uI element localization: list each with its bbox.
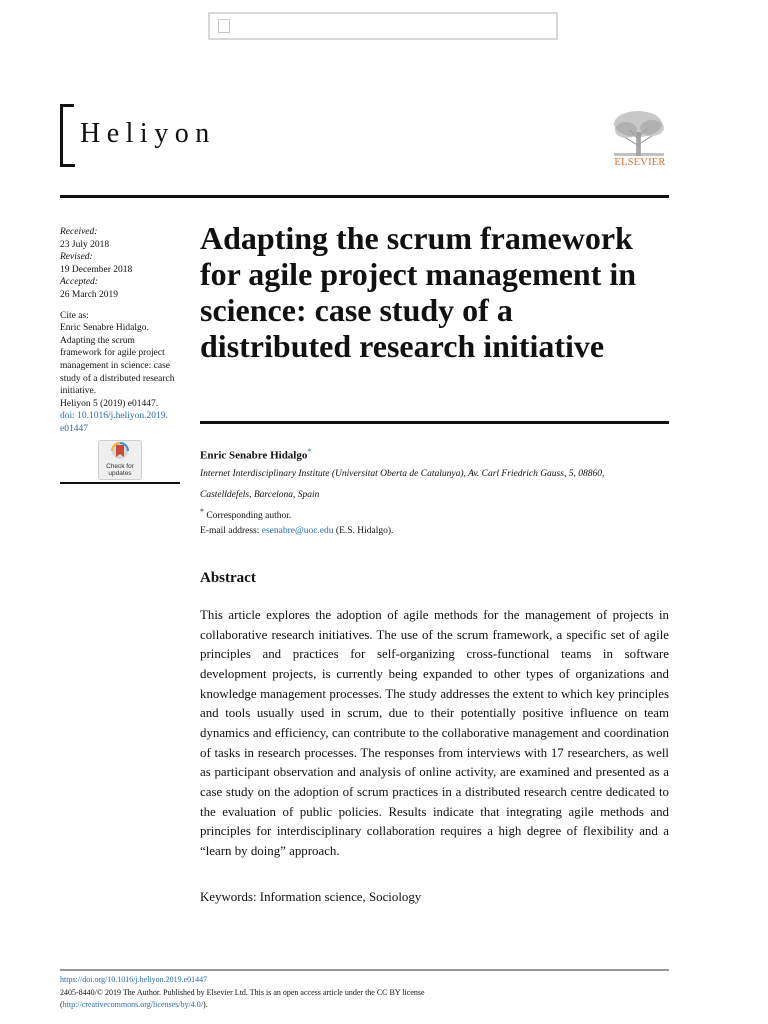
- email-label: E-mail address:: [200, 526, 260, 536]
- keywords: Keywords: Information science, Sociology: [200, 890, 422, 904]
- badge-text-line2: updates: [108, 470, 132, 477]
- email-line: [200, 526, 393, 536]
- bookmark-icon: [99, 441, 141, 463]
- cite-line: study of a distributed research: [60, 373, 175, 384]
- search-box[interactable]: [208, 12, 558, 40]
- title-rule: [200, 421, 669, 424]
- doi-link-line1[interactable]: doi: 10.1016/j.heliyon.2019.: [60, 411, 168, 422]
- corresponding-text: Corresponding author.: [206, 511, 292, 522]
- license-open: (: [60, 1000, 63, 1009]
- cite-line: Heliyon 5 (2019) e01447.: [60, 398, 159, 409]
- accepted-date: 26 March 2019: [60, 289, 119, 300]
- journal-bracket: [60, 106, 75, 167]
- affiliation-line1: Internet Interdisciplinary Institute (Universitat Oberta de Catalunya), Av. Carl Friedrich Gauss, 5, 08860,: [200, 469, 605, 479]
- abstract-text: This article explores the adoption of agile methods for the management of projects in collaborative research initiatives. The use of the scrum framework, a specific set of agile principles and practices for self-organizing cross-functional teams in software development projects, is currently being expanded to other types of organizations and knowledge management processes. The study addresses the extent to which key principles and tools usually used in scrum, due to their potentially positive influence on team dynamics and efficiency, can contribute to the collaborative management and coordination of tasks in research processes. The responses from interviews with 17 researchers, as well as participant observation and analysis of online activity, are examined and presented as a case study on the adoption of scrum practices in a distributed research centre dedicated to the evaluation of public policies. Results indicate that integrating agile methods and principles for interdisciplinary collaboration requires a high degree of flexibility and a “learn by doing” approach.: [200, 608, 669, 858]
- received-date: 23 July 2018: [60, 239, 110, 250]
- affiliation-line2: Castelldefels, Barcelona, Spain: [200, 490, 320, 500]
- abstract-heading: Abstract: [200, 570, 256, 586]
- affiliation: [200, 464, 670, 506]
- doi-link-line2[interactable]: e01447: [60, 423, 88, 434]
- badge-text-line1: Check for: [106, 463, 134, 470]
- footer: [60, 974, 669, 1012]
- check-for-updates-box: [60, 438, 180, 484]
- doi-link[interactable]: [60, 410, 180, 435]
- author-name: Enric Senabre Hidalgo: [200, 449, 308, 462]
- citation-block: [60, 310, 180, 436]
- article-title: Adapting the scrum framework for agile project management in science: case study of a distributed research initiative: [200, 220, 637, 364]
- search-field-icon: [218, 19, 230, 33]
- cite-line: framework for agile project: [60, 348, 165, 359]
- badge-text: [99, 463, 141, 477]
- publisher-name: ELSEVIER: [614, 157, 666, 168]
- author-line: [200, 447, 311, 462]
- email-link[interactable]: esenabre@uoc.edu: [261, 526, 334, 536]
- license-url-line: [60, 999, 669, 1012]
- corresponding-mark: *: [200, 507, 204, 516]
- cite-line: management in science: case: [60, 360, 170, 371]
- email-suffix: (E.S. Hidalgo).: [335, 526, 394, 536]
- header-rule: [60, 195, 669, 198]
- cite-line: Enric Senabre Hidalgo.: [60, 323, 149, 334]
- article-history: [60, 226, 180, 436]
- license-close: ).: [202, 1000, 208, 1009]
- author-mark[interactable]: *: [307, 447, 312, 456]
- journal-name: Heliyon: [80, 118, 216, 149]
- revised-label: Revised:: [60, 252, 93, 263]
- check-for-updates-button[interactable]: [98, 440, 142, 480]
- license-line: 2405-8440/© 2019 The Author. Published by Elsevier Ltd. This is an open access article under the CC BY license: [60, 987, 425, 997]
- cite-line: initiative.: [60, 386, 97, 397]
- revised-date: 19 December 2018: [60, 264, 133, 275]
- accepted-label: Accepted:: [60, 277, 98, 288]
- footer-doi-link[interactable]: https://doi.org/10.1016/j.heliyon.2019.e01447: [60, 975, 208, 984]
- cite-label: Cite as:: [60, 310, 89, 321]
- corresponding-author: [200, 507, 291, 521]
- cite-line: Adapting the scrum: [60, 335, 135, 346]
- license-link[interactable]: http://creativecommons.org/licenses/by/4.0/: [62, 1000, 203, 1009]
- footer-rule: [60, 969, 669, 971]
- received-label: Received:: [60, 227, 98, 237]
